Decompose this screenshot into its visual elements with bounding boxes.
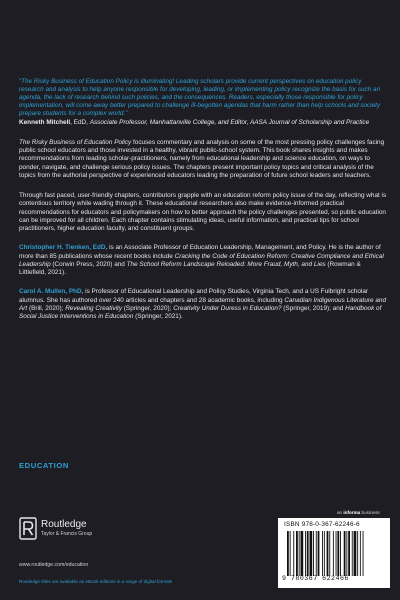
author-bio-text: (Brill, 2020);: [27, 304, 66, 312]
book-title: The School Reform Landscape Reloaded: More Fraud, Myth, and Lies: [126, 260, 326, 268]
author-bio-text: (Rowman & Littlefield, 2021).: [19, 260, 361, 277]
isbn-label: ISBN 978-0-367-62246-6: [284, 521, 360, 528]
endorser-credentials: , EdD,: [70, 118, 90, 126]
book-title-inline: The Risky Business of Education Policy: [19, 138, 132, 146]
informa-suffix: business: [360, 510, 380, 515]
publisher-url[interactable]: www.routledge.com/education: [19, 562, 89, 568]
endorsement-quote: “The Risky Business of Education Policy is illuminating! Leading scholars provide current perspectives on education policy research and analysis to help anyone responsible for developing, leading, or implementing policy recognize the basis for such an agenda, the lack of research behind such policies, and the consequences. Readers, especially those responsible for policy implementation, will come away better prepared to challenge ill-begotten agendas that harm rather than help schools and society prepare students for a complex world.”: [19, 78, 381, 118]
barcode-icon: [286, 531, 384, 576]
barcode-panel: [278, 518, 390, 588]
description-paragraph-1-text: focuses commentary and analysis on some of the most pressing policy challenges facing public school educators and those invested in a healthy, vibrant public-school system. This book shares insights and makes recommendations from leading scholar-practitioners, namely from educational leadership and science education, on ways to ponder, navigate, and challenge serious policy issues. The chapters present important policy topics and critical analysis of the topics from the authorial perspective of experienced educators leading the preparation of future school leaders and teachers.: [19, 138, 385, 179]
book-title: Revealing Creativity: [65, 304, 123, 312]
author-bio-2: [19, 288, 387, 321]
routledge-logo-icon: [19, 517, 37, 540]
author-bio-text: (Springer, 2021).: [133, 313, 183, 321]
description-paragraph-2: Through fast paced, user-friendly chapters, contributors grapple with an education reform policy issue of the day, reflecting what is contentious territory while wading through it. These educational researchers also make evidence-informed practical recommendations for educators and policymakers on how to better approach the policy challenges presented, so public education can be improved for all children. Each chapter contains stimulating ideas, useful information, and practical tips for school practitioners, higher education faculty, and constituent groups.: [19, 192, 387, 233]
description-paragraph-1: [19, 139, 387, 180]
author-name: Christopher H. Tienken, EdD: [19, 244, 106, 252]
author-bio-text: , is an Associate Professor of Education Leadership, Management, and Policy. He is the author of more than 85 publications whose recent books include: [19, 244, 381, 260]
book-title: Handbook of Social Justice Interventions in Education: [19, 304, 382, 321]
publisher-name: Routledge: [41, 519, 87, 530]
book-title: Canadian Indigenous Literature and Art: [19, 296, 387, 312]
author-bio-text: (Springer, 2020);: [122, 304, 174, 312]
author-bio-1: [19, 244, 387, 277]
publisher-group: Taylor & Francis Group: [41, 531, 93, 537]
endorser-role: Associate Professor, Manhattanville College, and Editor, AASA Journal of Scholarship and Practice: [89, 118, 370, 126]
ebook-note: Routledge titles are available as eBook editions in a range of digital formats: [19, 579, 173, 584]
informa-word: informa: [343, 510, 361, 515]
book-title: Creativity Under Duress in Education?: [173, 304, 282, 312]
book-title: Cracking the Code of Education Reform: Creative Compliance and Ethical Leadership: [19, 252, 384, 268]
informa-prefix: an: [337, 510, 344, 515]
author-bio-text: (Corwin Press, 2020) and: [50, 260, 127, 268]
author-bio-text: (Springer, 2019); and: [281, 304, 346, 312]
author-bio-text: , is Professor of Educational Leadership and Policy Studies, Virginia Tech, and a US Fulbright scholar alumnus. She has authored over 240 articles and chapters and 28 academic books, including: [19, 288, 369, 304]
endorsement-attribution: [19, 119, 387, 127]
subject-category: EDUCATION: [19, 461, 69, 470]
barcode-number: 9 780367 622466: [282, 575, 349, 582]
cover-text-block: [19, 78, 387, 321]
endorser-name: Kenneth Mitchell: [19, 118, 71, 126]
author-name: Carol A. Mullen, PhD: [19, 288, 82, 296]
informa-tagline: [337, 510, 380, 515]
